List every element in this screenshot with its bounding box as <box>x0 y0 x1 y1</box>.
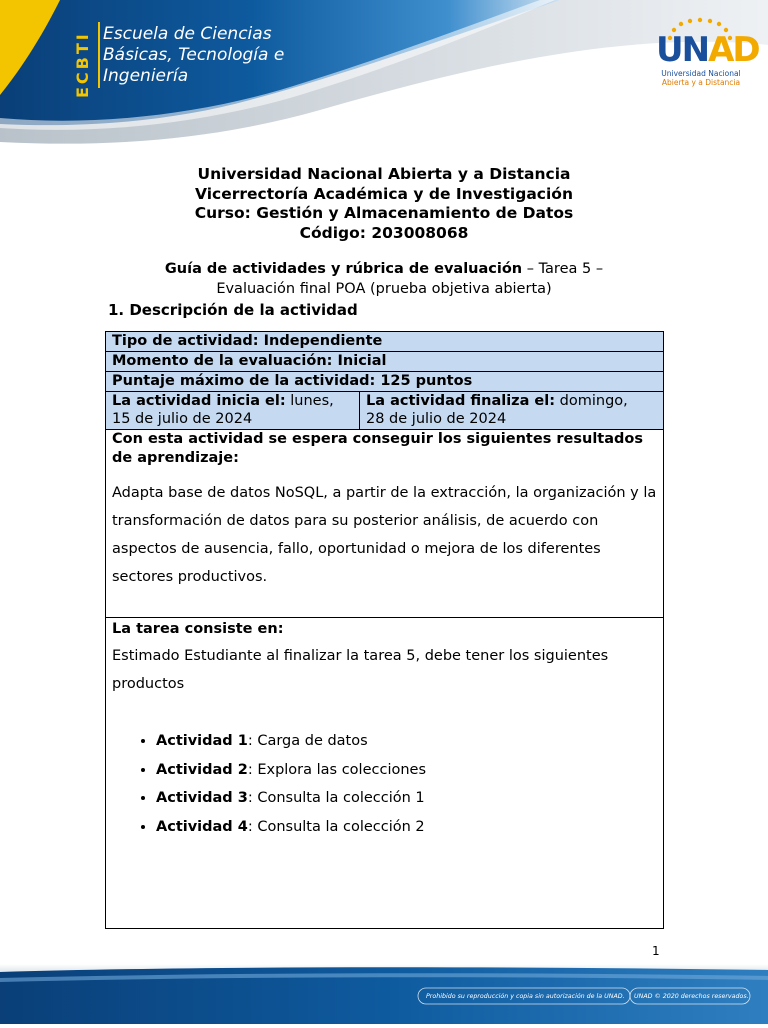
unad-logo-un: UN <box>656 30 709 70</box>
activity-name: Actividad 3 <box>156 790 248 806</box>
activity-desc: : Consulta la colección 1 <box>247 790 425 806</box>
row-tipo <box>106 332 663 352</box>
school-name-line-1: Escuela de Ciencias <box>103 24 272 44</box>
resultados-text: Adapta base de datos NoSQL, a partir de la extracción, la organización y la transformación de datos para su posterior análisis, de acuerdo con aspectos de ausencia, fallo, oportunidad o mejora de los diferentes sectores productivos. <box>112 485 657 585</box>
school-name <box>103 24 323 87</box>
unad-logo-ad: AD <box>708 30 759 70</box>
momento-evaluacion: Momento de la evaluación: Inicial <box>112 353 387 369</box>
footer-copy-notice: Prohibido su reproducción y copia sin autorización de la UNAD. <box>426 993 625 1000</box>
list-item <box>156 813 426 842</box>
guide-title-bold: Guía de actividades y rúbrica de evaluación <box>164 261 523 277</box>
document-title <box>0 165 768 243</box>
row-fechas <box>106 392 663 430</box>
unad-logo-subtitle <box>656 69 746 87</box>
row-tarea <box>106 618 663 928</box>
fecha-fin <box>366 392 661 428</box>
resultados-heading-line-1: Con esta actividad se espera conseguir los siguientes resultados <box>112 431 643 447</box>
fecha-fin-valor: 28 de julio de 2024 <box>366 411 507 427</box>
unad-logo-word <box>656 30 759 70</box>
header-banner <box>0 0 768 150</box>
title-line-2: Vicerrectoría Académica y de Investigación <box>195 184 573 203</box>
guide-title-line-2: Evaluación final POA (prueba objetiva abierta) <box>216 281 552 297</box>
activity-name: Actividad 1 <box>156 733 248 749</box>
ecbti-logo-text: ECBTI <box>73 31 92 99</box>
school-name-line-2: Básicas, Tecnología e <box>103 45 285 65</box>
fecha-inicio <box>112 392 357 428</box>
title-line-1: Universidad Nacional Abierta y a Distancia <box>197 165 571 183</box>
list-item <box>156 784 426 813</box>
puntaje-maximo: Puntaje máximo de la actividad: 125 puntos <box>112 373 473 389</box>
fecha-fin-label: La actividad finaliza el: <box>366 393 556 409</box>
guide-title-line-1 <box>0 259 768 279</box>
unad-logo-sub-2: Abierta y a Distancia <box>661 78 741 87</box>
tarea-text: Estimado Estudiante al finalizar la tarea 5, debe tener los siguientes productos <box>112 648 609 692</box>
activity-table <box>105 331 664 929</box>
unad-logo-sub-1: Universidad Nacional <box>661 69 741 78</box>
row-momento <box>106 352 663 372</box>
tipo-actividad: Tipo de actividad: Independiente <box>112 333 383 349</box>
activity-desc: : Explora las colecciones <box>247 761 427 778</box>
list-item <box>156 756 426 785</box>
school-name-line-3: Ingeniería <box>103 66 189 86</box>
footer-note <box>418 989 748 1005</box>
row-puntaje <box>106 372 663 392</box>
fecha-inicio-label: La actividad inicia el: <box>112 393 286 409</box>
title-line-4: Código: 203008068 <box>299 223 469 242</box>
footer-rights: UNAD © 2020 derechos reservados. <box>634 993 749 1000</box>
guide-title <box>0 259 768 299</box>
section-heading: 1. Descripción de la actividad <box>108 301 358 319</box>
resultados-heading <box>112 430 660 468</box>
title-line-3: Curso: Gestión y Almacenamiento de Datos <box>194 204 574 222</box>
activity-desc: : Carga de datos <box>247 733 368 749</box>
fecha-inicio-valor: 15 de julio de 2024 <box>112 411 253 427</box>
fechas-divider <box>359 392 360 429</box>
activity-name: Actividad 4 <box>156 818 248 835</box>
fecha-inicio-dia: lunes, <box>285 393 334 409</box>
activity-name: Actividad 2 <box>156 761 248 778</box>
row-resultados <box>106 430 663 618</box>
resultados-heading-line-2: de aprendizaje: <box>112 450 239 466</box>
ecbti-divider <box>98 22 100 88</box>
page-number: 1 <box>652 944 660 958</box>
list-item <box>156 727 426 756</box>
fecha-fin-dia: domingo, <box>555 393 628 409</box>
guide-title-rest: – Tarea 5 – <box>522 261 604 277</box>
unad-logo <box>656 16 759 96</box>
tarea-heading: La tarea consiste en: <box>112 621 284 637</box>
activity-desc: : Consulta la colección 2 <box>247 818 425 835</box>
activities-list <box>134 727 426 841</box>
